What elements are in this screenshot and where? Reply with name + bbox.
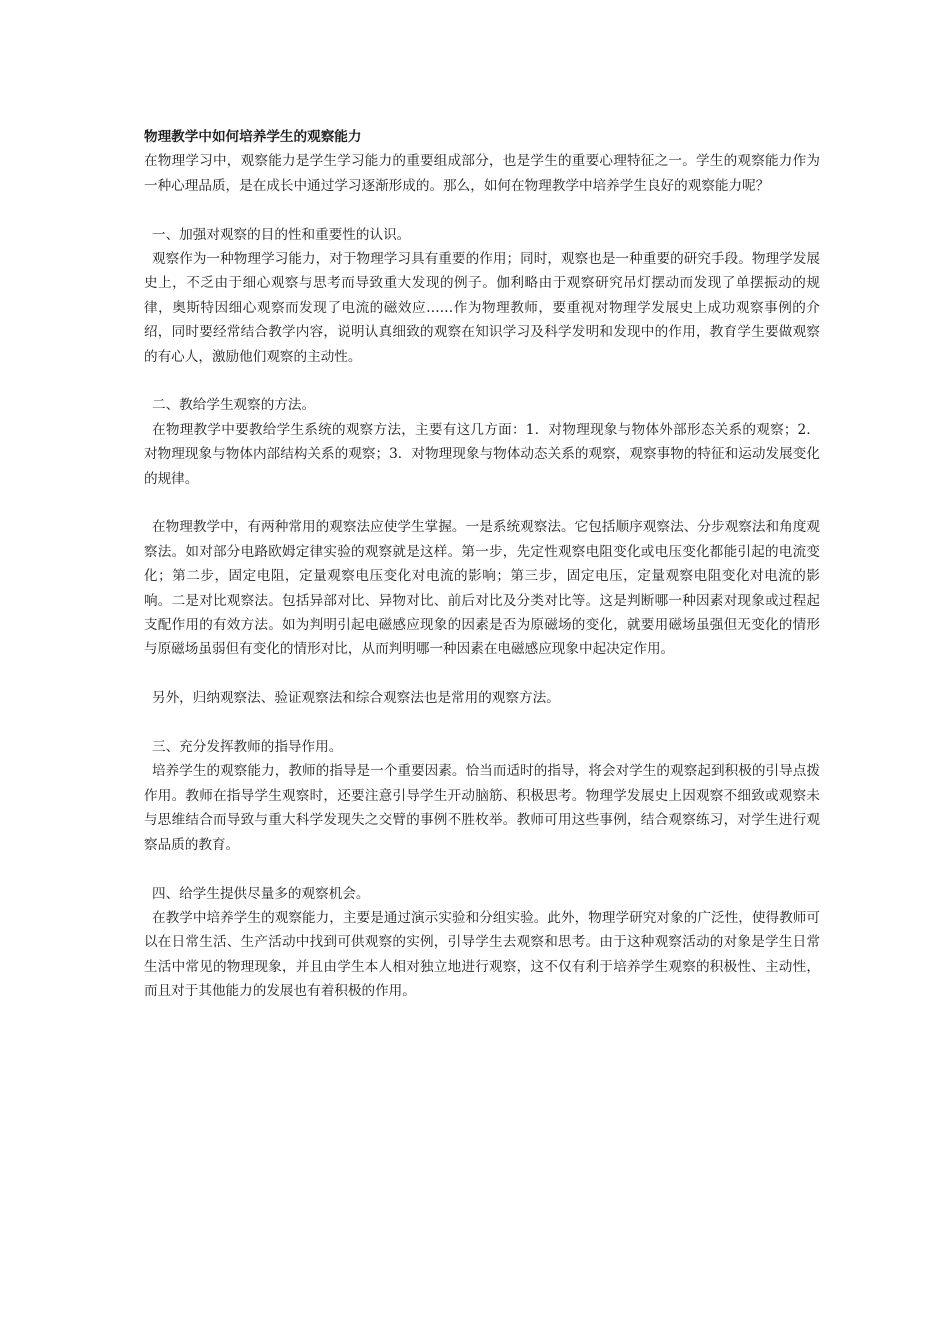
section-2-paragraph-2: 在物理教学中，有两种常用的观察法应使学生掌握。一是系统观察法。它包括顺序观察法、分步观察法和角度观察法。如对部分电路欧姆定律实验的观察就是这样。第一步，先定性观察电阻变化或电压变化都能引起的电流变化；第二步，固定电阻，定量观察电压变化对电流的影响；第三步，固定电压，定量观察电阻变化对电流的影响。二是对比观察法。包括异部对比、异物对比、前后对比及分类对比等。这是判断哪一种因素对现象或过程起支配作用的有效方法。如为判明引起电磁感应现象的因素是否为原磁场的变化，就要用磁场虽强但无变化的情形与原磁场虽弱但有变化的情形对比，从而判明哪一种因素在电磁感应现象中起决定作用。 (144, 519, 820, 658)
section-heading-3: 三、充分发挥教师的指导作用。 (152, 739, 343, 756)
section-1-paragraph-1: 观察作为一种物理学习能力，对于物理学习具有重要的作用；同时，观察也是一种重要的研究手段。物理学发展史上，不乏由于细心观察与思考而导致重大发现的例子。伽利略由于观察研究吊灯摆动而发现了单摆振动的规律，奥斯特因细心观察而发现了电流的磁效应……作为物理教师，要重视对物理学发展史上成功观察事例的介绍，同时要经常结合教学内容，说明认真细致的观察在知识学习及科学发明和发现中的作用，教育学生要做观察的有心人，激励他们观察的主动性。 (144, 251, 820, 365)
spacer (144, 369, 820, 393)
spacer (144, 711, 820, 735)
spacer (144, 662, 820, 686)
section-heading-2: 二、教给学生观察的方法。 (152, 397, 316, 414)
section-4-paragraph-1: 在教学中培养学生的观察能力，主要是通过演示实验和分组实验。此外，物理学研究对象的广泛性，使得教师可以在日常生活、生产活动中找到可供观察的实例，引导学生去观察和思考。由于这种观察活动的对象是学生日常生活中常见的物理现象，并且由学生本人相对独立地进行观察，这不仅有利于培养学生观察的积极性、主动性，而且对于其他能力的发展也有着积极的作用。 (144, 909, 820, 1000)
section-2-paragraph-1: 在物理教学中要教给学生系统的观察方法，主要有这几方面：1．对物理现象与物体外部形态关系的观察；2．对物理现象与物体内部结构关系的观察；3．对物理现象与物体动态关系的观察，观察事物的特征和运动发展变化的规律。 (144, 421, 820, 487)
section-heading-1: 一、加强对观察的目的性和重要性的认识。 (152, 226, 411, 243)
section-2-paragraph-3: 另外，归纳观察法、验证观察法和综合观察法也是常用的观察方法。 (152, 690, 560, 707)
spacer (144, 857, 820, 881)
spacer (144, 198, 820, 222)
document-body (144, 125, 820, 1004)
section-heading-4: 四、给学生提供尽量多的观察机会。 (152, 885, 370, 902)
spacer (144, 491, 820, 515)
intro-paragraph: 在物理学习中，观察能力是学生学习能力的重要组成部分，也是学生的重要心理特征之一。学生的观察能力作为一种心理品质，是在成长中通过学习逐渐形成的。那么，如何在物理教学中培养学生良好的观察能力呢？ (144, 153, 820, 194)
document-title: 物理教学中如何培养学生的观察能力 (144, 129, 362, 145)
section-3-paragraph-1: 培养学生的观察能力，教师的指导是一个重要因素。恰当而适时的指导，将会对学生的观察起到积极的引导点拨作用。教师在指导学生观察时，还要注意引导学生开动脑筋、积极思考。物理学发展史上因观察不细致或观察未与思维结合而导致与重大科学发现失之交臂的事例不胜枚举。教师可用这些事例，结合观察练习，对学生进行观察品质的教育。 (144, 763, 820, 853)
